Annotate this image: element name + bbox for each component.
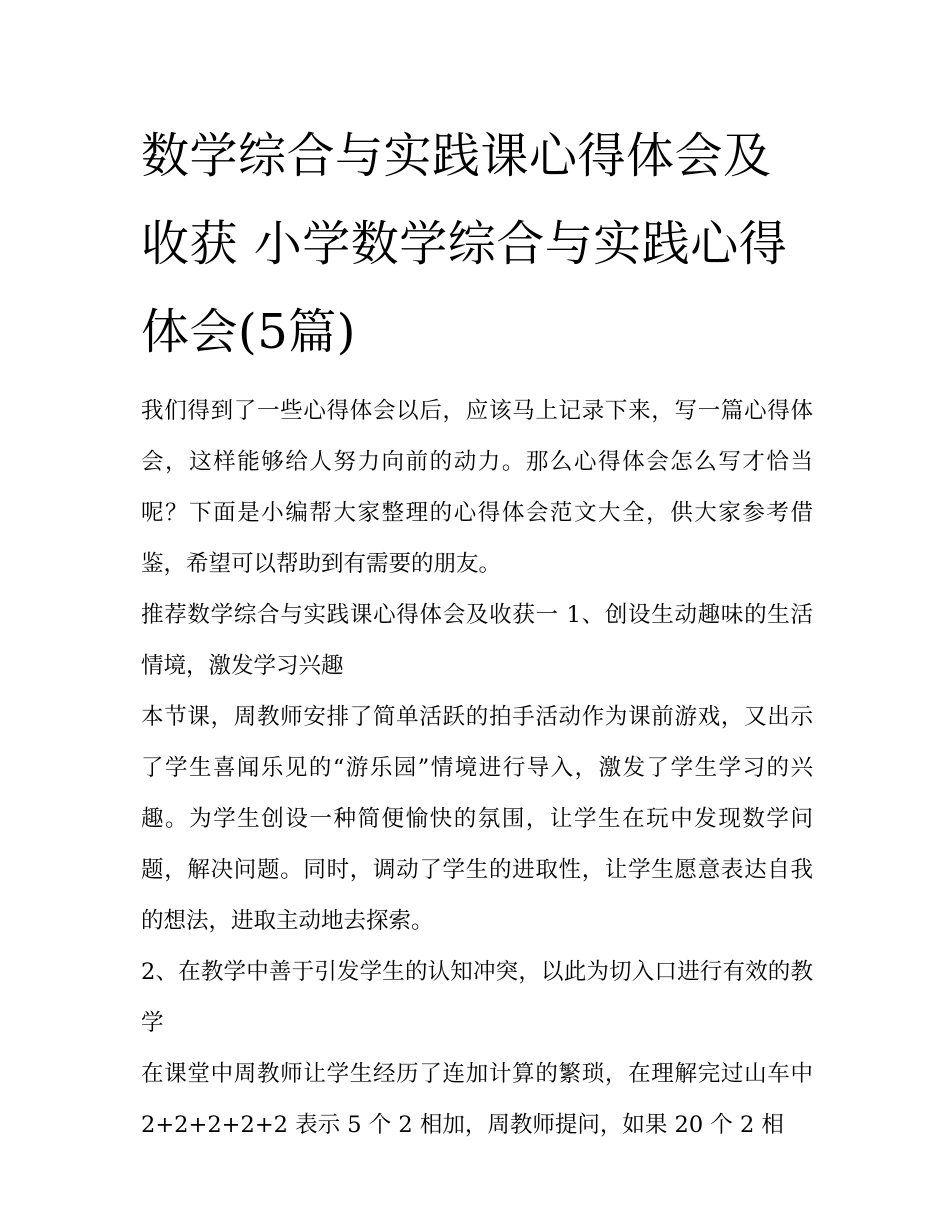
paragraph-heading-one: 推荐数学综合与实践课心得体会及收获一 1、创设生动趣味的生活情境，激发学习兴趣	[141, 602, 813, 679]
paragraph-intro: 我们得到了一些心得体会以后，应该马上记录下来，写一篇心得体会，这样能够给人努力向前的动力。那么心得体会怎么写才恰当呢？下面是小编帮大家整理的心得体会范文大全，供大家参考借鉴，希望可以帮助到有需要的朋友。	[141, 398, 813, 577]
document-title: 数学综合与实践课心得体会及收获 小学数学综合与实践心得体会(5篇)	[141, 128, 788, 360]
paragraph-heading-two: 2、在教学中善于引发学生的认知冲突，以此为切入口进行有效的教学	[141, 959, 813, 1036]
document-page	[141, 112, 813, 1151]
paragraph-body-one: 本节课，周教师安排了简单活跃的拍手活动作为课前游戏，又出示了学生喜闻乐见的“游乐园”情境进行导入，激发了学生学习的兴趣。为学生创设一种简便愉快的氛围，让学生在玩中发现数学问题，解决问题。同时，调动了学生的进取性，让学生愿意表达自我的想法，进取主动地去探索。	[141, 704, 813, 934]
paragraph-body-two: 在课堂中周教师让学生经历了连加计算的繁琐，在理解完过山车中 2+2+2+2+2 表示 5 个 2 相加，周教师提问，如果 20 个 2 相	[141, 1061, 813, 1138]
